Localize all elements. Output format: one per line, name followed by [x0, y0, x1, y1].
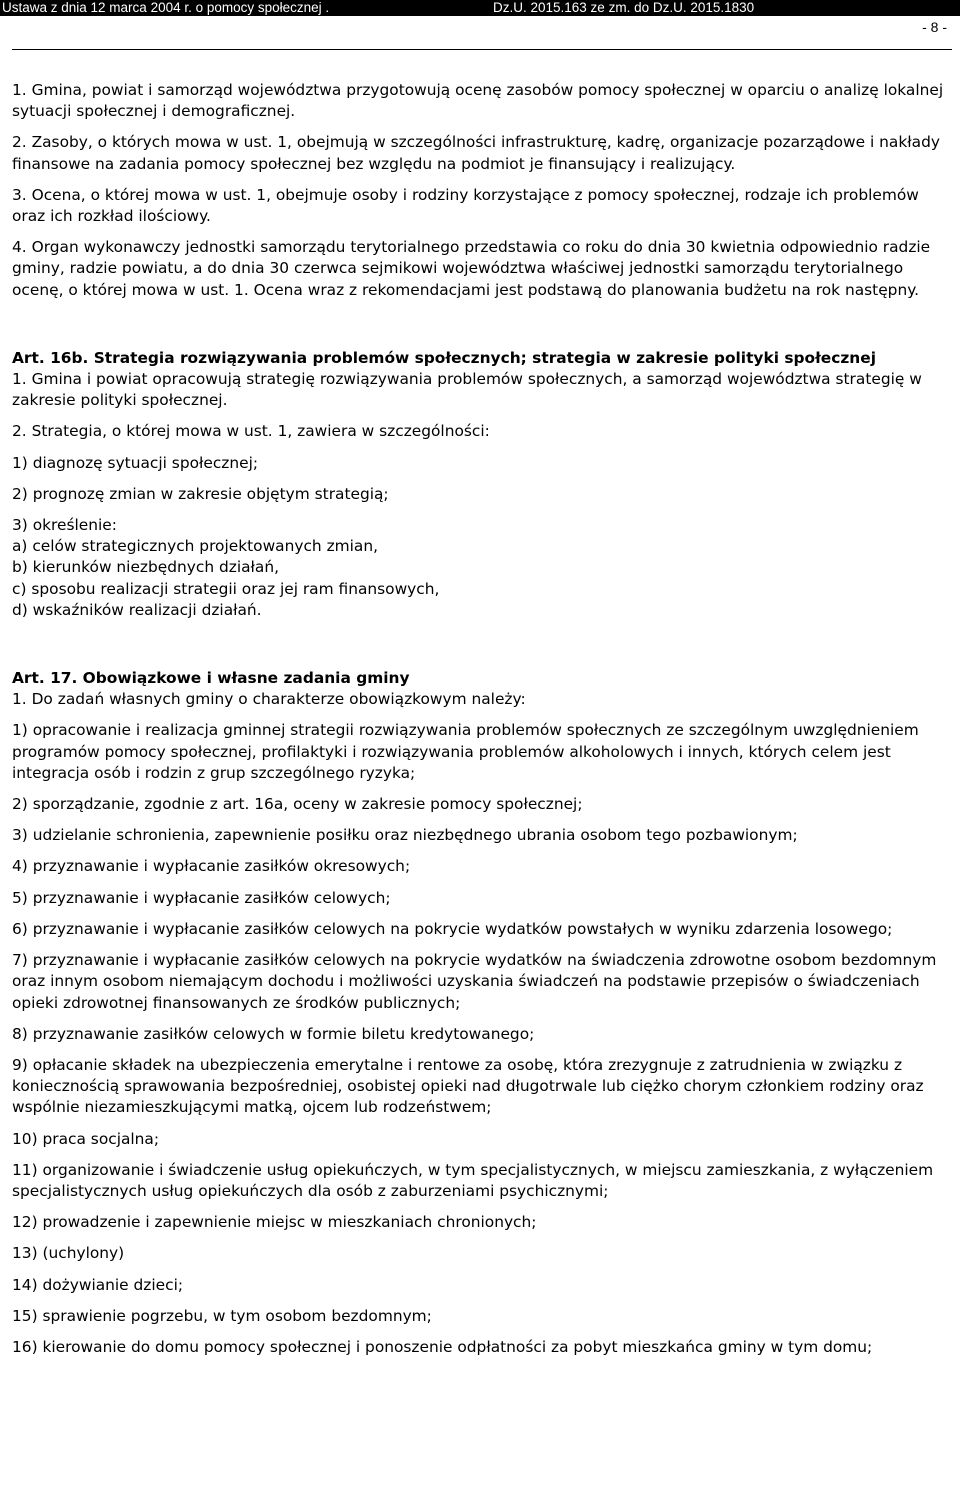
paragraph: 2. Strategia, o której mowa w ust. 1, zawiera w szczególności: — [12, 422, 490, 441]
list-item: 1) opracowanie i realizacja gminnej strategii rozwiązywania problemów społecznych ze szczególnym uwzględnieniem programów pomocy społecznej, profilaktyki i rozwiązywania problemów alkoholowych i innych, których celem jest integracja osób i rodzin z grup szczególnego ryzyka; — [12, 721, 919, 782]
list-item: 9) opłacanie składek na ubezpieczenia emerytalne i rentowe za osobę, która zrezygnuje z zatrudnienia w związku z koniecznością sprawowania bezpośredniej, osobistej opieki nad długotrwale lub ciężko chorym członkiem rodziny oraz wspólnie niezamieszkującymi matką, ojcem lub rodzeństwem; — [12, 1055, 924, 1117]
list-item: 5) przyznawanie i wypłacanie zasiłków celowych; — [12, 888, 391, 907]
list-item: 2) prognozę zmian w zakresie objętym strategią; — [12, 484, 389, 503]
list-item: 14) dożywianie dzieci; — [12, 1275, 184, 1294]
list-item: c) sposobu realizacji strategii oraz jej ram finansowych, — [12, 579, 440, 598]
document-body — [12, 80, 952, 1358]
list-item: d) wskaźników realizacji działań. — [12, 600, 262, 619]
list-item: 16) kierowanie do domu pomocy społecznej i ponoszenie odpłatności za pobyt mieszkańca gminy w tym domu; — [12, 1337, 873, 1356]
paragraph: 1. Do zadań własnych gminy o charakterze obowiązkowym należy: — [12, 690, 526, 709]
list-item: 11) organizowanie i świadczenie usług opiekuńczych, w tym specjalistycznych, w miejscu zamieszkania, z wyłączeniem specjalistycznych usług opiekuńczych dla osób z zaburzeniami psychicznymi; — [12, 1160, 934, 1200]
paragraph: 1. Gmina i powiat opracowują strategię rozwiązywania problemów społecznych, a samorząd województwa strategię w zakresie polityki społecznej. — [12, 370, 922, 410]
header-divider — [12, 49, 952, 50]
journal-reference: Dz.U. 2015.163 ze zm. do Dz.U. 2015.1830 — [493, 0, 755, 15]
list-item: 3) udzielanie schronienia, zapewnienie posiłku oraz niezbędnego ubrania osobom tego pozbawionym; — [12, 826, 798, 845]
page-number: - 8 - — [922, 19, 947, 35]
act-title: Ustawa z dnia 12 marca 2004 r. o pomocy społecznej . — [2, 0, 330, 15]
list-item: 15) sprawienie pogrzebu, w tym osobom bezdomnym; — [12, 1306, 432, 1325]
list-item: 12) prowadzenie i zapewnienie miejsc w mieszkaniach chronionych; — [12, 1213, 537, 1232]
list-item: 1) diagnozę sytuacji społecznej; — [12, 453, 259, 472]
list-item: 4) przyznawanie i wypłacanie zasiłków okresowych; — [12, 857, 411, 876]
list-item: 13) (uchylony) — [12, 1244, 125, 1263]
list-item: 7) przyznawanie i wypłacanie zasiłków celowych na pokrycie wydatków na świadczenia zdrowotne osobom bezdomnym oraz innym osobom niemającym dochodu i możliwości uzyskania świadczeń na podstawie przepisów o świadczeniach opieki zdrowotnej finansowanych ze środków publicznych; — [12, 951, 937, 1012]
list-item: b) kierunków niezbędnych działań, — [12, 558, 279, 577]
list-item: 8) przyznawanie zasiłków celowych w formie biletu kredytowanego; — [12, 1024, 535, 1043]
list-item: 10) praca socjalna; — [12, 1129, 160, 1148]
document-header — [0, 0, 960, 16]
list-item: 2) sporządzanie, zgodnie z art. 16a, oceny w zakresie pomocy społecznej; — [12, 795, 583, 814]
list-item: 3) określenie: — [12, 516, 117, 535]
paragraph: 1. Gmina, powiat i samorząd województwa przygotowują ocenę zasobów pomocy społecznej w oparciu o analizę lokalnej sytuacji społecznej i demograficznej. — [12, 81, 944, 121]
paragraph: 3. Ocena, o której mowa w ust. 1, obejmuje osoby i rodziny korzystające z pomocy społecznej, rodzaje ich problemów oraz ich rozkład ilościowy. — [12, 185, 919, 226]
article-heading: Art. 16b. Strategia rozwiązywania problemów społecznych; strategia w zakresie polityki społecznej — [12, 348, 876, 367]
paragraph: 2. Zasoby, o których mowa w ust. 1, obejmują w szczególności infrastrukturę, kadrę, organizacje pozarządowe i nakłady finansowe na zadania pomocy społecznej bez względu na podmiot je finansujący i realizujący. — [12, 133, 940, 173]
article-heading: Art. 17. Obowiązkowe i własne zadania gminy — [12, 669, 410, 688]
list-item: a) celów strategicznych projektowanych zmian, — [12, 537, 379, 556]
list-item: 6) przyznawanie i wypłacanie zasiłków celowych na pokrycie wydatków powstałych w wyniku zdarzenia losowego; — [12, 919, 893, 938]
paragraph: 4. Organ wykonawczy jednostki samorządu terytorialnego przedstawia co roku do dnia 30 kwietnia odpowiednio radzie gminy, radzie powiatu, a do dnia 30 czerwca sejmikowi województwa właściwej jednostki samorządu terytorialnego ocenę, o której mowa w ust. 1. Ocena wraz z rekomendacjami jest podstawą do planowania budżetu na rok następny. — [12, 238, 931, 299]
